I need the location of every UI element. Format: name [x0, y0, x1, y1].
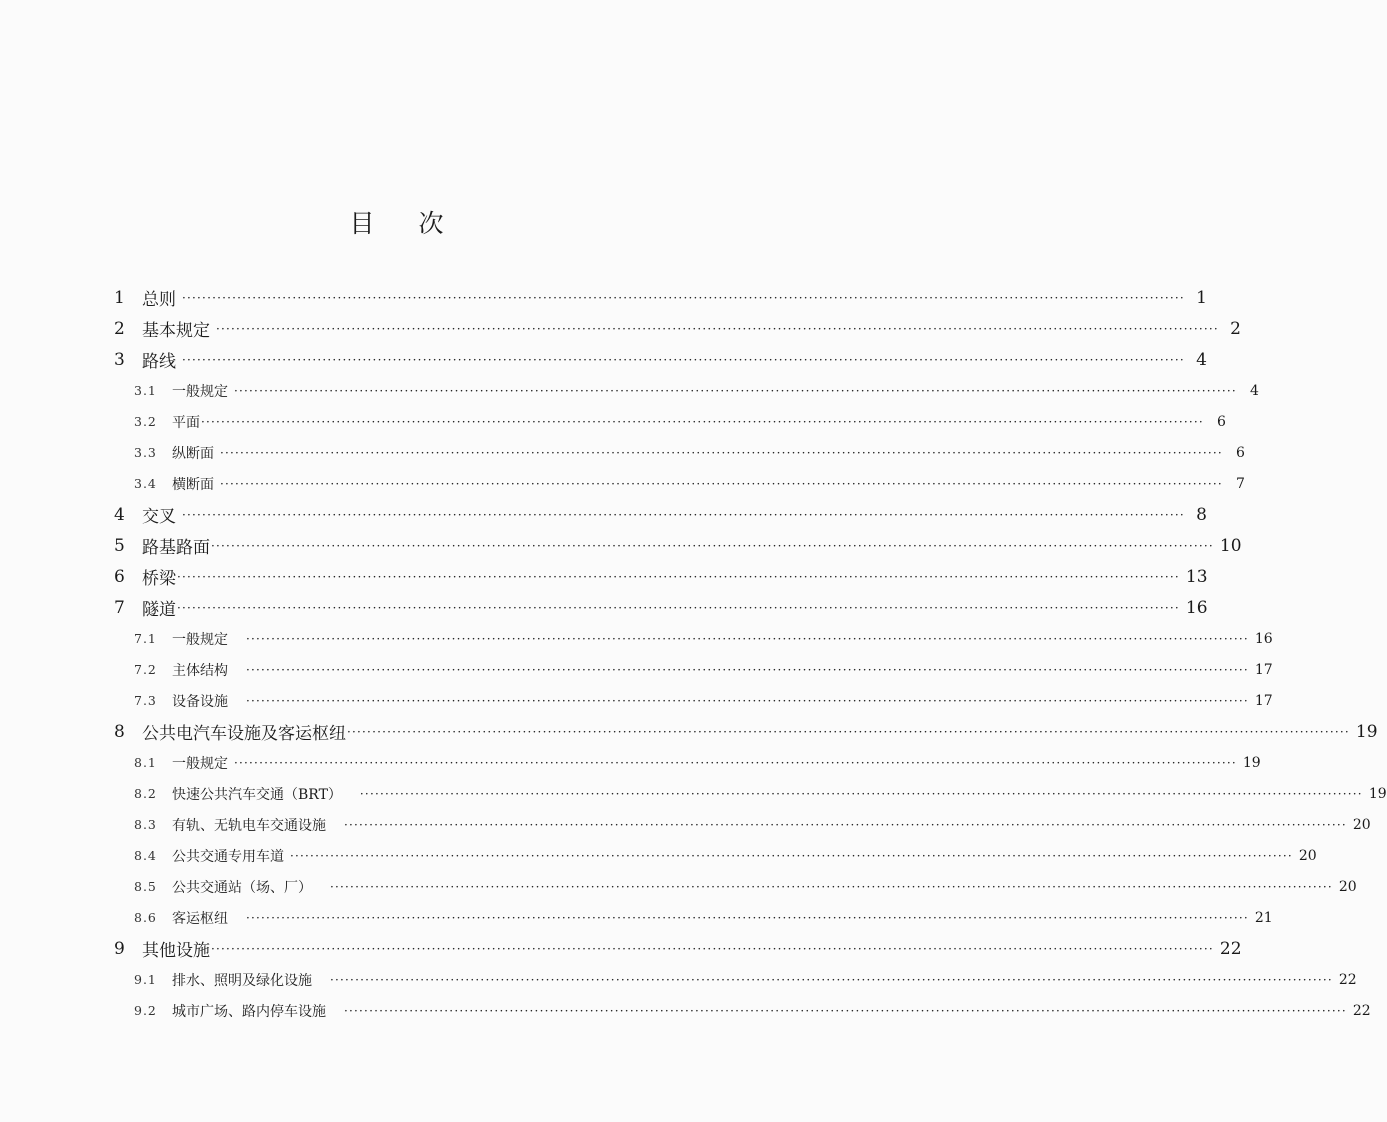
toc-chapter-entry[interactable] — [112, 933, 1242, 964]
toc-entry-number: 7 — [114, 597, 125, 618]
toc-entry-number: 1 — [114, 287, 125, 308]
toc-entry-title: 桥梁 — [142, 569, 176, 589]
dot-leader: ········································································································································································································ — [177, 569, 1180, 584]
dot-leader: ········································································································································································································ — [330, 972, 1333, 987]
toc-entry-title: 公共交通站（场、厂） — [172, 879, 312, 896]
toc-entry-title: 客运枢纽 — [172, 910, 228, 927]
toc-chapter-entry[interactable] — [112, 282, 1207, 313]
toc-page-number: 4 — [1196, 349, 1207, 370]
table-of-contents — [112, 282, 1387, 1026]
toc-section-entry[interactable] — [112, 778, 1387, 809]
toc-entry-title: 纵断面 — [172, 445, 214, 462]
toc-entry-title: 基本规定 — [142, 321, 210, 341]
dot-leader: ········································································································································································································ — [246, 910, 1249, 925]
toc-page-number: 21 — [1254, 909, 1273, 926]
toc-page-number: 4 — [1249, 382, 1259, 399]
toc-entry-number: 8.3 — [134, 817, 157, 832]
toc-section-entry[interactable] — [112, 654, 1273, 685]
toc-entry-title: 交叉 — [142, 507, 176, 527]
toc-entry-title: 其他设施 — [142, 941, 210, 961]
toc-chapter-entry[interactable] — [112, 499, 1207, 530]
dot-leader: ········································································································································································································ — [246, 693, 1249, 708]
toc-section-entry[interactable] — [112, 437, 1245, 468]
dot-leader: ········································································································································································································ — [290, 848, 1293, 863]
dot-leader: ········································································································································································································ — [211, 538, 1214, 553]
toc-entry-number: 6 — [114, 566, 125, 587]
toc-section-entry[interactable] — [112, 871, 1357, 902]
dot-leader: ········································································································································································································ — [220, 476, 1223, 491]
toc-page-number: 8 — [1196, 504, 1207, 525]
toc-entry-number: 8.4 — [134, 848, 157, 863]
toc-chapter-entry[interactable] — [112, 716, 1378, 747]
toc-entry-number: 3.4 — [134, 476, 157, 491]
toc-page-number: 7 — [1235, 475, 1245, 492]
toc-chapter-entry[interactable] — [112, 561, 1208, 592]
toc-title-right: 次 — [418, 209, 444, 238]
toc-entry-number: 3 — [114, 349, 125, 370]
toc-entry-number: 9 — [114, 938, 125, 959]
toc-page-number: 22 — [1338, 971, 1357, 988]
toc-entry-title: 横断面 — [172, 476, 214, 493]
toc-section-entry[interactable] — [112, 964, 1357, 995]
toc-section-entry[interactable] — [112, 840, 1317, 871]
toc-entry-number: 3.3 — [134, 445, 157, 460]
toc-entry-number: 9.2 — [134, 1003, 157, 1018]
toc-entry-title: 一般规定 — [172, 383, 228, 400]
toc-page-number: 6 — [1235, 444, 1245, 461]
toc-entry-title: 有轨、无轨电车交通设施 — [172, 817, 326, 834]
dot-leader: ········································································································································································································ — [211, 941, 1214, 956]
toc-section-entry[interactable] — [112, 902, 1273, 933]
toc-entry-title: 公共交通专用车道 — [172, 848, 284, 865]
dot-leader: ········································································································································································································ — [182, 352, 1185, 367]
toc-entry-title: 城市广场、路内停车设施 — [172, 1003, 326, 1020]
toc-entry-title: 隧道 — [142, 600, 176, 620]
toc-page-number: 13 — [1185, 566, 1208, 587]
dot-leader: ········································································································································································································ — [344, 817, 1347, 832]
toc-entry-title: 快速公共汽车交通（BRT） — [172, 786, 342, 803]
dot-leader: ········································································································································································································ — [201, 414, 1204, 429]
toc-page-number: 10 — [1219, 535, 1242, 556]
dot-leader: ········································································································································································································ — [182, 290, 1185, 305]
toc-entry-title: 公共电汽车设施及客运枢纽 — [142, 724, 346, 744]
toc-entry-number: 8.6 — [134, 910, 157, 925]
dot-leader: ········································································································································································································ — [246, 662, 1249, 677]
toc-page-number: 20 — [1338, 878, 1357, 895]
toc-page-number: 17 — [1254, 692, 1273, 709]
dot-leader: ········································································································································································································ — [234, 755, 1237, 770]
toc-entry-number: 8.5 — [134, 879, 157, 894]
toc-section-entry[interactable] — [112, 685, 1273, 716]
toc-entry-number: 7.1 — [134, 631, 157, 646]
toc-title-left: 目 — [349, 209, 375, 238]
toc-entry-title: 总则 — [142, 290, 176, 310]
toc-entry-number: 4 — [114, 504, 125, 525]
toc-section-entry[interactable] — [112, 747, 1261, 778]
toc-page-number: 20 — [1352, 816, 1371, 833]
toc-page-number: 17 — [1254, 661, 1273, 678]
dot-leader: ········································································································································································································ — [177, 600, 1180, 615]
toc-entry-number: 9.1 — [134, 972, 157, 987]
toc-page-number: 19 — [1368, 785, 1387, 802]
dot-leader: ········································································································································································································ — [246, 631, 1249, 646]
toc-section-entry[interactable] — [112, 995, 1371, 1026]
toc-entry-title: 路基路面 — [142, 538, 210, 558]
toc-section-entry[interactable] — [112, 468, 1245, 499]
dot-leader: ········································································································································································································ — [344, 1003, 1347, 1018]
toc-chapter-entry[interactable] — [112, 313, 1241, 344]
toc-entry-title: 排水、照明及绿化设施 — [172, 972, 312, 989]
dot-leader: ········································································································································································································ — [347, 724, 1350, 739]
toc-section-entry[interactable] — [112, 623, 1273, 654]
toc-section-entry[interactable] — [112, 406, 1226, 437]
toc-chapter-entry[interactable] — [112, 530, 1242, 561]
dot-leader: ········································································································································································································ — [220, 445, 1223, 460]
dot-leader: ········································································································································································································ — [359, 786, 1363, 801]
dot-leader: ········································································································································································································ — [182, 507, 1185, 522]
toc-chapter-entry[interactable] — [112, 344, 1207, 375]
toc-section-entry[interactable] — [112, 809, 1371, 840]
toc-page-number: 22 — [1352, 1002, 1371, 1019]
toc-entry-number: 3.2 — [134, 414, 157, 429]
toc-page-number: 19 — [1242, 754, 1261, 771]
toc-title — [0, 204, 793, 240]
toc-entry-number: 8 — [114, 721, 125, 742]
toc-entry-number: 8.2 — [134, 786, 157, 801]
toc-page-number: 1 — [1196, 287, 1207, 308]
dot-leader: ········································································································································································································ — [330, 879, 1333, 894]
toc-entry-title: 平面 — [172, 414, 200, 431]
toc-section-entry[interactable] — [112, 375, 1259, 406]
toc-page-number: 20 — [1298, 847, 1317, 864]
toc-entry-title: 设备设施 — [172, 693, 228, 710]
toc-entry-number: 3.1 — [134, 383, 157, 398]
toc-entry-number: 2 — [114, 318, 125, 339]
toc-entry-title: 路线 — [142, 352, 176, 372]
toc-entry-title: 一般规定 — [172, 631, 228, 648]
toc-entry-title: 一般规定 — [172, 755, 228, 772]
toc-entry-number: 7.3 — [134, 693, 157, 708]
toc-entry-number: 8.1 — [134, 755, 157, 770]
toc-entry-title: 主体结构 — [172, 662, 228, 679]
toc-chapter-entry[interactable] — [112, 592, 1208, 623]
toc-page-number: 6 — [1216, 413, 1226, 430]
dot-leader: ········································································································································································································ — [216, 321, 1219, 336]
toc-page-number: 22 — [1219, 938, 1242, 959]
toc-page-number: 16 — [1254, 630, 1273, 647]
dot-leader: ········································································································································································································ — [234, 383, 1237, 398]
toc-entry-number: 5 — [114, 535, 125, 556]
toc-entry-number: 7.2 — [134, 662, 157, 677]
toc-page-number: 19 — [1355, 721, 1378, 742]
toc-page-number: 2 — [1230, 318, 1241, 339]
toc-page-number: 16 — [1185, 597, 1208, 618]
